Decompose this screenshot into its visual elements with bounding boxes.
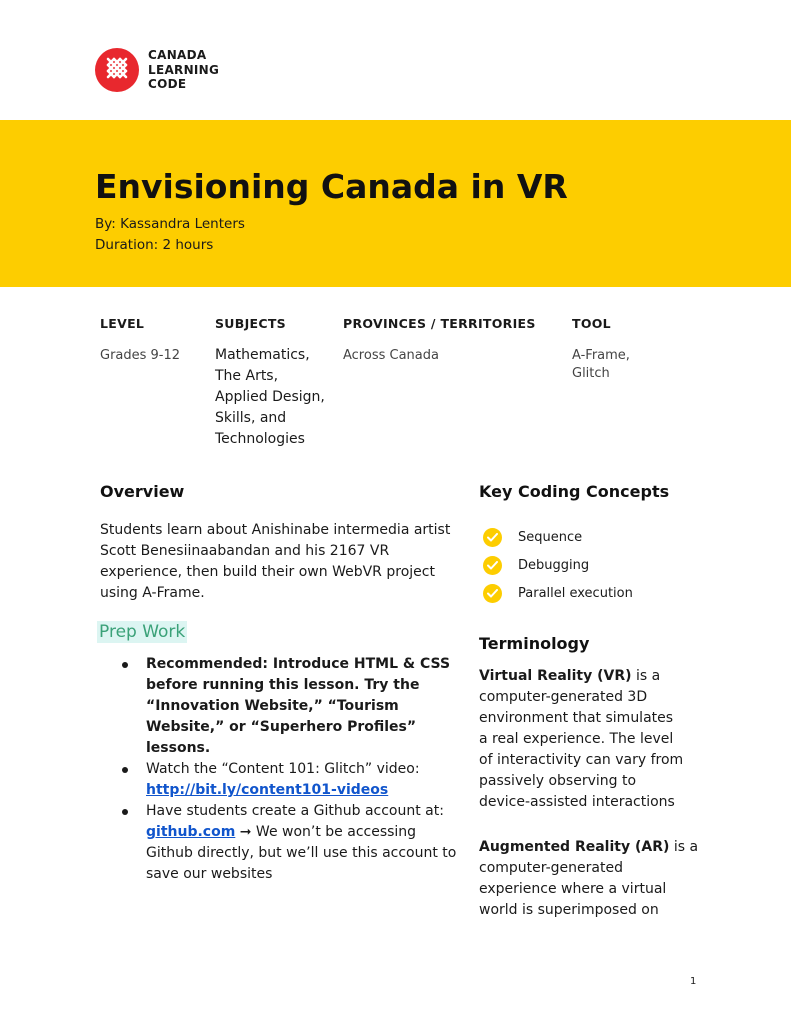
prep-work-list: [120, 654, 470, 885]
level-header: LEVEL: [100, 316, 145, 331]
ar-line: computer-generated: [479, 860, 623, 876]
list-item-line: Recommended: Introduce HTML & CSS: [146, 656, 451, 672]
provinces-header: PROVINCES / TERRITORIES: [343, 316, 536, 331]
check-circle-icon: [483, 556, 502, 575]
list-item-line: save our websites: [146, 866, 273, 882]
prep-work-heading: Prep Work: [99, 622, 186, 642]
duration: Duration: 2 hours: [95, 237, 214, 253]
level-value: [100, 347, 180, 365]
provinces-line: Across Canada: [343, 348, 439, 363]
subjects-line: Skills, and: [215, 410, 287, 426]
ar-term: Augmented Reality (AR): [479, 839, 670, 855]
ar-line: experience where a virtual: [479, 881, 667, 897]
canada-learning-code-logo-icon: [95, 48, 139, 92]
subjects-line: The Arts,: [215, 368, 279, 384]
vr-definition: [479, 666, 709, 813]
logo-line-3: CODE: [148, 77, 187, 91]
check-circle-icon: [483, 528, 502, 547]
overview-heading: Overview: [100, 482, 185, 501]
bullet-icon: [122, 767, 128, 773]
overview-line: Students learn about Anishinabe intermedia artist: [100, 522, 451, 538]
tool-line: A-Frame,: [572, 348, 630, 363]
terminology-heading: Terminology: [479, 634, 590, 653]
overview-line: Scott Benesiinaabandan and his 2167 VR: [100, 543, 390, 559]
list-item: [120, 801, 470, 885]
list-item: [120, 759, 470, 801]
subjects-value: [215, 345, 325, 450]
list-item-line: Website,” or “Superhero Profiles”: [146, 719, 417, 735]
key-concepts-heading: Key Coding Concepts: [479, 482, 670, 501]
github-link[interactable]: github.com: [146, 824, 236, 840]
concept-label: Debugging: [518, 558, 590, 573]
concept-label: Parallel execution: [518, 586, 633, 601]
check-circle-icon: [483, 584, 502, 603]
byline: [95, 214, 245, 256]
overview-line: experience, then build their own WebVR project: [100, 564, 435, 580]
list-item-line: lessons.: [146, 740, 211, 756]
vr-text: is a: [631, 668, 661, 684]
overview-text: [100, 520, 450, 604]
subjects-line: Mathematics,: [215, 347, 310, 363]
tool-value: [572, 347, 630, 383]
provinces-value: [343, 347, 439, 365]
bullet-icon: [122, 809, 128, 815]
vr-line: computer-generated 3D: [479, 689, 648, 705]
level-line: Grades 9-12: [100, 348, 181, 363]
subjects-header: SUBJECTS: [215, 316, 286, 331]
vr-term: Virtual Reality (VR): [479, 668, 632, 684]
ar-text: is a: [669, 839, 699, 855]
vr-line: of interactivity can vary from: [479, 752, 684, 768]
ar-line: world is superimposed on: [479, 902, 659, 918]
logo-line-2: LEARNING: [148, 62, 220, 77]
concept-label: Sequence: [518, 530, 583, 545]
overview-line: using A-Frame.: [100, 585, 205, 601]
tool-header: TOOL: [572, 316, 611, 331]
page-number: 1: [690, 976, 697, 987]
subjects-line: Technologies: [215, 431, 305, 447]
author: By: Kassandra Lenters: [95, 216, 245, 232]
content101-videos-link[interactable]: http://bit.ly/content101-videos: [146, 782, 389, 798]
list-item-line: “Innovation Website,” “Tourism: [146, 698, 399, 714]
logo-line-1: CANADA: [148, 48, 207, 62]
list-item-line: Github directly, but we’ll use this account to: [146, 845, 457, 861]
page-title: Envisioning Canada in VR: [95, 167, 568, 206]
tool-line: Glitch: [572, 366, 610, 381]
logo-wordmark: [148, 48, 219, 92]
subjects-line: Applied Design,: [215, 389, 325, 405]
ar-definition: [479, 837, 709, 921]
vr-line: a real experience. The level: [479, 731, 674, 747]
vr-line: device-assisted interactions: [479, 794, 675, 810]
list-item-line: before running this lesson. Try the: [146, 677, 420, 693]
list-item-line: Have students create a Github account at:: [146, 803, 444, 819]
vr-line: passively observing to: [479, 773, 637, 789]
bullet-icon: [122, 662, 128, 668]
list-item-text: ➞ We won’t be accessing: [235, 824, 417, 840]
list-item-line: Watch the “Content 101: Glitch” video:: [146, 761, 420, 777]
vr-line: environment that simulates: [479, 710, 674, 726]
list-item: [120, 654, 470, 759]
